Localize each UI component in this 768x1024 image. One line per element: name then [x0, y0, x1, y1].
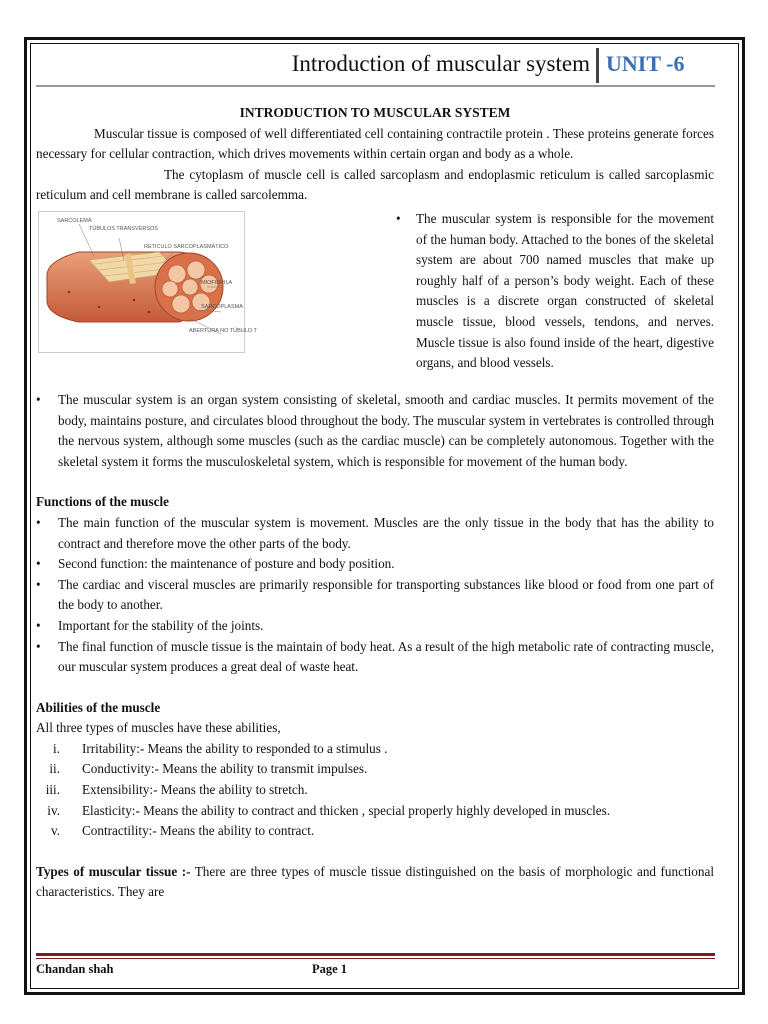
document-title: INTRODUCTION TO MUSCULAR SYSTEM [239, 105, 511, 120]
list-number: ii. [49, 761, 60, 777]
intro-paragraph-2: The cytoplasm of muscle cell is called sarcoplasm and endoplasmic reticulum is called sarcoplasmic reticulum and cell membrane is called sarcolemma. [36, 166, 714, 203]
list-item: • The final function of muscle tissue is the maintain of body heat. As a result of the high metabolic rate of contracting muscle, our muscular system produces a great deal of waste heat. [36, 637, 714, 678]
header-title: Introduction of muscular system [291, 51, 590, 76]
bullet-list-overview [36, 390, 714, 472]
list-item: • Important for the stability of the joints. [36, 616, 714, 637]
list-item: • The muscular system is an organ system consisting of skeletal, smooth and cardiac muscles. It permits movement of the body, maintains posture, and circulates blood throughout the body. The muscular system in vertebrates is controlled through the nervous system, although some muscles (such as the cardiac muscle) can be completely autonomous. Together with the skeletal system it forms the musculoskeletal system, which is responsible for movement of the human body. [36, 390, 714, 472]
abilities-intro: All three types of muscles have these abilities, [36, 720, 281, 736]
footer-rule [36, 953, 715, 956]
muscle-fiber-illustration [38, 211, 257, 353]
figure-label-sarcoplasma: SARCOPLASMA [201, 303, 243, 310]
list-number: i. [53, 740, 60, 756]
abilities-list [36, 739, 714, 842]
list-item: • The cardiac and visceral muscles are primarily responsible for transporting substances like blood or food from one part of the body to another. [36, 575, 714, 616]
list-text: Irritability:- Means the ability to responded to a stimulus . [82, 740, 388, 756]
figure-row [36, 206, 714, 390]
figure-label-tubulos: TÚBULOS TRANSVERSOS [89, 225, 158, 232]
bullet-list-right [394, 209, 714, 374]
list-item: • The main function of the muscular system is movement. Muscles are the only tissue in the body that has the ability to contract and therefore move the other parts of the body. [36, 513, 714, 554]
list-number: iii. [45, 782, 60, 798]
types-paragraph [36, 862, 714, 903]
list-text: Extensibility:- Means the ability to stretch. [82, 782, 308, 798]
figure-label-sarcolema: SARCOLEMA [57, 217, 92, 224]
list-item [36, 780, 714, 801]
types-text: There are three types of muscle tissue distinguished on the basis of morphologic and functional characteristics. They are [36, 863, 714, 900]
footer-author: Chandan shah [36, 962, 114, 976]
muscle-fiber-svg [39, 212, 257, 352]
figure-label-abertura: ABERTURA NO TÚBULO T [189, 327, 257, 334]
functions-heading: Functions of the muscle [36, 494, 169, 510]
figure-label-miofibrila: MIOFIBRILA [201, 279, 233, 286]
footer-page-number: Page 1 [312, 962, 348, 976]
types-label: Types of muscular tissue :- [36, 863, 191, 879]
header-rule [36, 85, 715, 87]
list-item: • Second function: the maintenance of posture and body position. [36, 554, 714, 575]
list-number: iv. [47, 802, 60, 818]
list-item [36, 801, 714, 822]
functions-list [36, 513, 714, 678]
page-header [36, 48, 715, 86]
abilities-heading: Abilities of the muscle [36, 699, 161, 715]
page-content [36, 103, 714, 903]
footer-rule-thin [36, 958, 715, 959]
list-item [36, 739, 714, 760]
header-unit: UNIT -6 [606, 51, 685, 76]
header-separator [596, 48, 599, 83]
figure-label-reticulo: RETICULO SARCOPLASMÁTICO [144, 243, 229, 250]
list-text: Conductivity:- Means the ability to transmit impulses. [82, 761, 368, 777]
intro-paragraph-1: Muscular tissue is composed of well differentiated cell containing contractile protein . These proteins generate forces necessary for cellular contraction, which drives movements within certain organ and body as a whole. [36, 125, 714, 162]
list-item [36, 821, 714, 842]
list-item [36, 759, 714, 780]
list-text: Contractility:- Means the ability to contract. [82, 823, 315, 839]
list-text: Elasticity:- Means the ability to contract and thicken , special properly highly developed in muscles. [82, 802, 611, 818]
list-number: v. [50, 823, 60, 839]
list-item: • The muscular system is responsible for the movement of the human body. Attached to the bones of the skeletal system are about 700 named muscles that make up roughly half of a person’s body weight. Each of these muscles is a discrete organ constructed of skeletal muscle tissue, blood vessels, tendons, and nerves. Muscle tissue is also found inside of the heart, digestive organs, and blood vessels. [394, 209, 714, 374]
